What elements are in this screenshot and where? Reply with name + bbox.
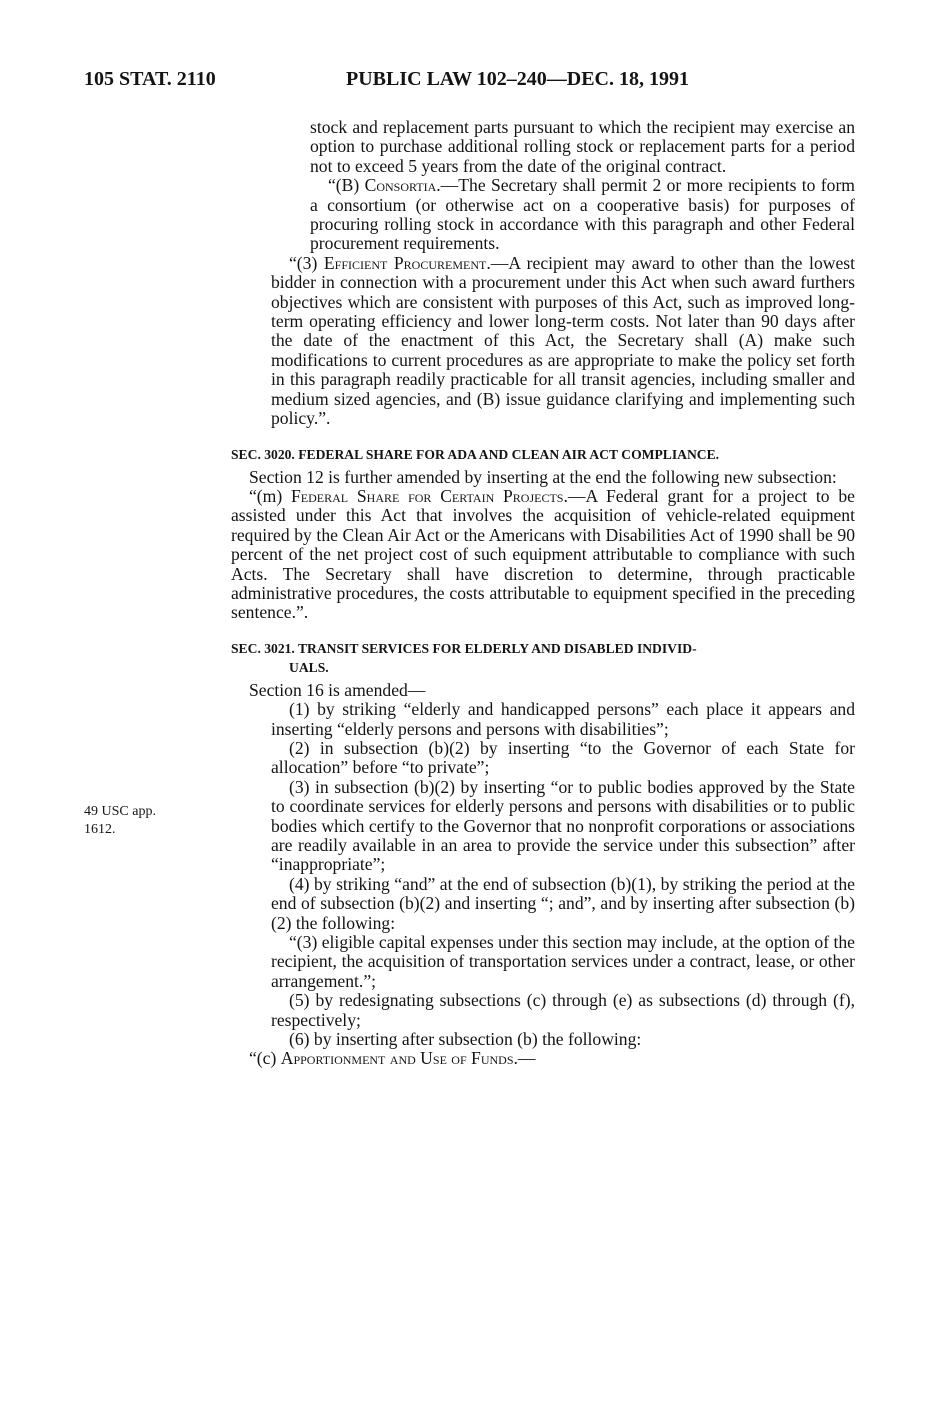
- efficient-procurement-heading: Efficient Procurement: [323, 252, 487, 273]
- margin-citation-line-2: 1612.: [84, 822, 116, 837]
- list-item-5: (5) by redesignating subsections (c) through (e) as subsections (d) through (f), respectively;: [271, 990, 855, 1030]
- paragraph-consortia: “(B) Consortia.—The Secretary shall permit 2 or more recipients to form a consortium (or otherwise act on a cooperative basis) for purposes of procuring rolling stock in accordance with this paragraph and other Federal procurement requirements.: [310, 175, 855, 254]
- paragraph-section-16-amended: Section 16 is amended—: [249, 679, 426, 700]
- public-law-title: PUBLIC LAW 102–240—DEC. 18, 1991: [346, 68, 689, 90]
- paragraph-section-12-amended: Section 12 is further amended by inserting at the end the following new subsection:: [249, 466, 837, 487]
- paragraph-federal-share: “(m) Federal Share for Certain Projects.—A Federal grant for a project to be assisted under this Act that involves the acquisition of vehicle-related equipment required by the Clean Air Act or the Americans with Disabilities Act of 1990 shall be 90 percent of the net project cost of such equipment attributable to compliance with such Acts. The Secretary shall have discretion to determine, through practicable administrative procedures, the costs attributable to equipment specified in the preceding sentence.”.: [231, 485, 855, 623]
- paragraph-rolling-stock: stock and replacement parts pursuant to which the recipient may exercise an option to purchase additional rolling stock or replacement parts for a period not to exceed 5 years from the date of the original contract.: [310, 117, 855, 176]
- section-3020-heading: SEC. 3020. FEDERAL SHARE FOR ADA AND CLEAN AIR ACT COMPLIANCE.: [231, 446, 720, 462]
- paragraph-efficient-procurement: “(3) Efficient Procurement.—A recipient may award to other than the lowest bidder in connection with a procurement under this Act when such award furthers objectives which are consistent with purposes of this Act, such as improved long-term operating efficiency and lower long-term costs. Not later than 90 days after the date of the enactment of this Act, the Secretary shall (A) make such modifications to current procedures as are appropriate to make the policy set forth in this paragraph readily practicable for all transit agencies, including smaller and medium sized agencies, and (B) issue guidance clarifying and implementing such policy.”.: [271, 252, 855, 429]
- list-item-2: (2) in subsection (b)(2) by inserting “to the Governor of each State for allocation” before “to private”;: [271, 737, 855, 778]
- federal-share-heading: Federal Share for Certain Projects: [290, 485, 564, 506]
- list-item-1: (1) by striking “elderly and handicapped persons” each place it appears and inserting “elderly persons and persons with disabilities”;: [271, 699, 855, 739]
- page-header: [84, 68, 864, 98]
- list-item-4: (4) by striking “and” at the end of subsection (b)(1), by striking the period at the end of subsection (b)(2) and inserting “; and”, and by inserting after subsection (b)(2) the following:: [271, 873, 855, 933]
- section-3021-heading: SEC. 3021. TRANSIT SERVICES FOR ELDERLY AND DISABLED INDIVID- UALS.: [231, 640, 697, 675]
- apportionment-heading: Apportionment and Use of Funds: [280, 1048, 514, 1069]
- list-item-4-quote: “(3) eligible capital expenses under this section may include, at the option of the recipient, the acquisition of transportation services under a contract, lease, or other arrangement.”;: [271, 932, 855, 991]
- body-text: [231, 118, 855, 1069]
- margin-citation-line-1: 49 USC app.: [84, 804, 156, 819]
- statute-page-number: 105 STAT. 2110: [84, 68, 216, 90]
- list-item-6: (6) by inserting after subsection (b) the following:: [289, 1029, 642, 1050]
- paragraph-apportionment: “(c) Apportionment and Use of Funds.—: [249, 1048, 536, 1069]
- margin-citation: [84, 803, 204, 839]
- list-item-3: (3) in subsection (b)(2) by inserting “or to public bodies approved by the State to coordinate services for elderly persons and persons with disabilities or to public bodies which certify to the Governor that no nonprofit corporations or associations are readily available in an area to provide the service under this subsection” after “inappropriate”;: [271, 776, 855, 875]
- consortia-heading: Consortia: [364, 175, 437, 196]
